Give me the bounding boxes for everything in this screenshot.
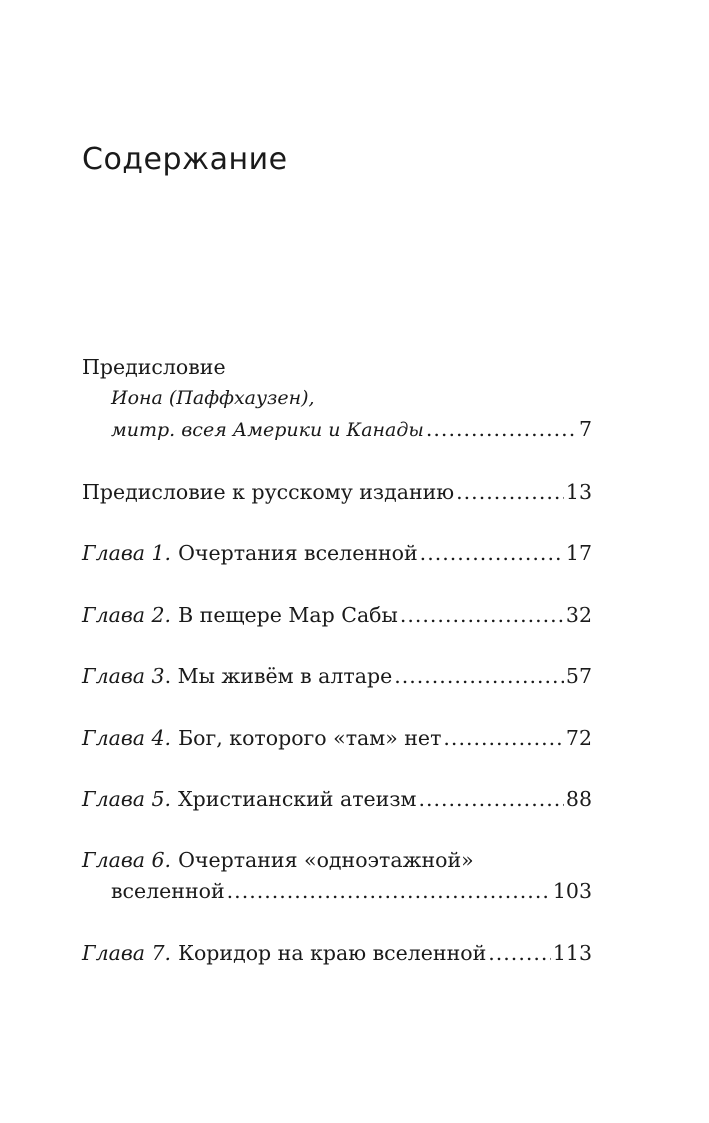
toc-entry-title-continued: вселенной [111, 879, 225, 903]
chapter-label: Глава 2. [82, 603, 172, 627]
toc-entry-russian-foreword[interactable] [82, 477, 592, 508]
chapter-label: Глава 6. [82, 848, 172, 872]
chapter-label: Глава 7. [82, 941, 172, 965]
toc-page-number: 13 [565, 480, 592, 504]
toc-entry-title: Коридор на краю вселенной [178, 941, 487, 965]
toc-page-number: 103 [552, 879, 592, 903]
toc-entry-title: В пещере Мар Сабы [178, 603, 398, 627]
toc-entry-chapter-1[interactable] [82, 538, 592, 569]
dot-leader [227, 876, 551, 907]
dot-leader [426, 414, 577, 445]
dot-leader [400, 600, 564, 631]
toc-entry-title: Предисловие к русскому изданию [82, 480, 455, 504]
dot-leader [394, 661, 564, 692]
dot-leader [456, 477, 564, 508]
toc-entry-chapter-5[interactable] [82, 784, 592, 815]
page-title: Содержание [82, 142, 288, 177]
toc-entry-chapter-4[interactable] [82, 723, 592, 754]
toc-page-number: 32 [565, 603, 592, 627]
toc-page-number: 17 [565, 541, 592, 565]
chapter-label: Глава 5. [82, 787, 172, 811]
dot-leader [488, 938, 551, 969]
toc-entry-title: Бог, которого «там» нет [178, 726, 442, 750]
chapter-label: Глава 1. [82, 541, 172, 565]
toc-entry-chapter-7[interactable] [82, 938, 592, 969]
dot-leader [420, 538, 564, 569]
toc-entry-author-title: митр. всея Америки и Канады [111, 419, 424, 441]
chapter-label: Глава 4. [82, 726, 172, 750]
toc-page-number: 113 [552, 941, 592, 965]
chapter-label: Глава 3 [82, 664, 165, 688]
toc-page-number: 57 [565, 664, 592, 688]
toc-entry-foreword[interactable] [82, 352, 592, 446]
toc-entry-title: Предисловие [82, 355, 226, 379]
toc-page-number: 72 [565, 726, 592, 750]
toc-page-number: 7 [578, 417, 592, 441]
toc-entry-chapter-6[interactable] [82, 845, 592, 907]
toc-entry-title: Очертания вселенной [178, 541, 418, 565]
toc-page-number: 88 [565, 787, 592, 811]
dot-leader [443, 723, 564, 754]
toc-entry-author: Иона (Паффхаузен), [111, 387, 315, 409]
toc-entry-title: Христианский атеизм [178, 787, 417, 811]
toc-entry-chapter-3[interactable] [82, 661, 592, 692]
toc-entry-chapter-2[interactable] [82, 600, 592, 631]
toc-entry-title: . Мы живём в алтаре [164, 664, 393, 688]
toc-entry-title: Очертания «одноэтажной» [178, 848, 474, 872]
dot-leader [418, 784, 563, 815]
